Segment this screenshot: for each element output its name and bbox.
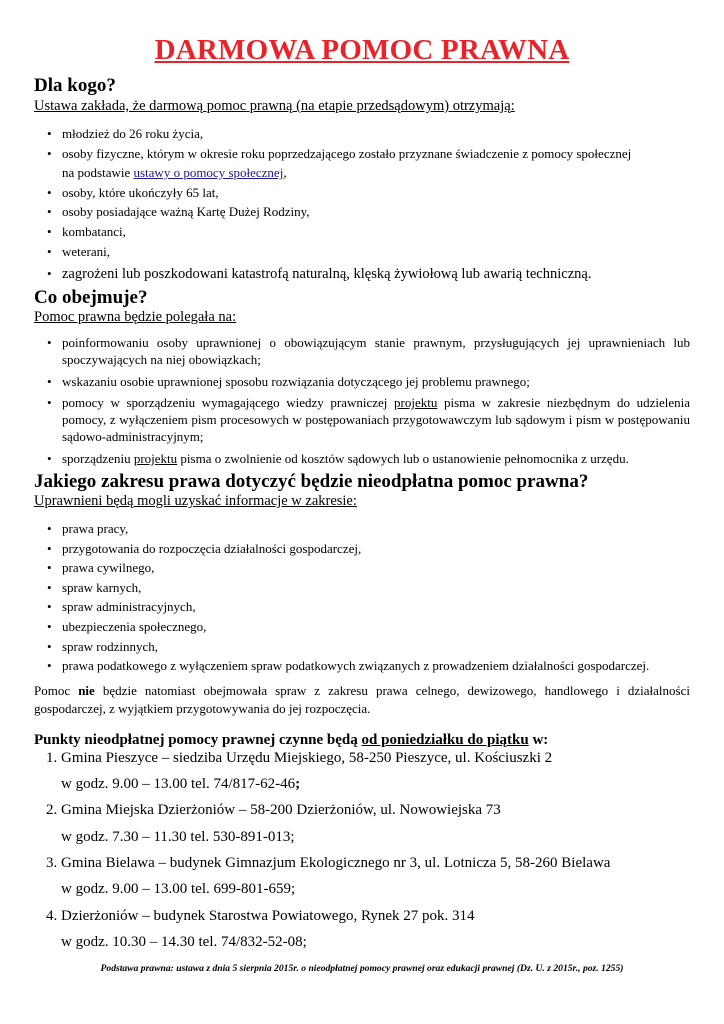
section-heading-scope: Co obejmuje? — [34, 287, 148, 308]
point-2-hours: w godz. 7.30 – 11.30 tel. 530-891-013; — [61, 829, 295, 845]
exclusion-note: Pomoc nie będzie natomiast obejmowała spraw z zakresu prawa celnego, dewizowego, handlowego i działalności gospodarczej, z wyjątkiem przygotowywania do jej rozpoczęcia. — [34, 683, 690, 716]
list-item: • osoby, które ukończyły 65 lat, — [47, 183, 697, 203]
scope-list — [47, 334, 690, 471]
section-lead-who: Ustawa zakłada, że darmową pomoc prawną (na etapie przedsądowym) otrzymają: — [34, 98, 515, 114]
point-1-hours: w godz. 9.00 – 13.00 tel. 74/817-62-46; — [61, 776, 301, 792]
points-heading: Punkty nieodpłatnej pomocy prawnej czynne będą od poniedziałku do piątku w: — [34, 732, 549, 748]
list-item: • spraw administracyjnych, — [47, 597, 697, 617]
list-item: • kombatanci, — [47, 222, 697, 242]
point-4-address: 4. Dzierżoniów – budynek Starostwa Powiatowego, Rynek 27 pok. 314 — [46, 908, 475, 924]
section-heading-who: Dla kogo? — [34, 75, 116, 96]
list-item: • prawa pracy, — [47, 519, 697, 539]
list-item: • osoby posiadające ważną Kartę Dużej Rodziny, — [47, 202, 697, 222]
list-item: • sporządzeniu projektu pisma o zwolnienie od kosztów sądowych lub o ustanowienie pełnomocnika z urzędu. — [47, 450, 690, 467]
section-heading-range: Jakiego zakresu prawa dotyczyć będzie nieodpłatna pomoc prawna? — [34, 471, 589, 492]
list-item: • spraw karnych, — [47, 578, 697, 598]
point-4-hours: w godz. 10.30 – 14.30 tel. 74/832-52-08; — [61, 934, 307, 950]
list-item: • przygotowania do rozpoczęcia działalności gospodarczej, — [47, 539, 697, 559]
list-item: • wskazaniu osobie uprawnionej sposobu rozwiązania dotyczącego jej problemu prawnego; — [47, 373, 690, 390]
point-3-hours: w godz. 9.00 – 13.00 tel. 699-801-659; — [61, 881, 296, 897]
social-welfare-act-link[interactable]: ustawy o pomocy społecznej — [133, 165, 284, 181]
list-item: • zagrożeni lub poszkodowani katastrofą naturalną, klęską żywiołową lub awarią techniczną. — [47, 264, 697, 285]
list-item: • ubezpieczenia społecznego, — [47, 617, 697, 637]
eligibility-list — [47, 124, 697, 285]
list-item: • poinformowaniu osoby uprawnionej o obowiązującym stanie prawnym, przysługujących jej uprawnieniach lub spoczywających na niej obowiązkach; — [47, 334, 690, 369]
document-title: DARMOWA POMOC PRAWNA — [154, 34, 570, 66]
list-item: • prawa podatkowego z wyłączeniem spraw podatkowych związanych z prowadzeniem działalności gospodarczej. — [47, 656, 697, 676]
list-item: • pomocy w sporządzeniu wymagającego wiedzy prawniczej projektu pisma w zakresie niezbędnym do udzielenia pomocy, z wyłączeniem pism procesowych w postępowaniach przygotowawczym lub sądowym i pism w postępowaniu sądowo-administracyjnym; — [47, 394, 690, 446]
list-item: • młodzież do 26 roku życia, — [47, 124, 697, 144]
list-item: • weterani, — [47, 242, 697, 262]
list-item: • spraw rodzinnych, — [47, 637, 697, 657]
point-2-address: 2. Gmina Miejska Dzierżoniów – 58-200 Dzierżoniów, ul. Nowowiejska 73 — [46, 802, 501, 818]
list-item: • osoby fizyczne, którym w okresie roku poprzedzającego zostało przyznane świadczenie z pomocy społecznej na podstawie ustawy o pomocy społecznej, — [47, 144, 697, 183]
list-item: • prawa cywilnego, — [47, 558, 697, 578]
point-1-address: 1. Gmina Pieszyce – siedziba Urzędu Miejskiego, 58-250 Pieszyce, ul. Kościuszki 2 — [46, 750, 553, 766]
point-3-address: 3. Gmina Bielawa – budynek Gimnazjum Ekologicznego nr 3, ul. Lotnicza 5, 58-260 Bielawa — [46, 855, 611, 871]
law-areas-list — [47, 519, 697, 676]
section-lead-scope: Pomoc prawna będzie polegała na: — [34, 309, 237, 325]
legal-basis-footer: Podstawa prawna: ustawa z dnia 5 sierpnia 2015r. o nieodpłatnej pomocy prawnej oraz edukacji prawnej (Dz. U. z 2015r., poz. 1255) — [100, 963, 624, 974]
section-lead-range: Uprawnieni będą mogli uzyskać informacje w zakresie: — [34, 493, 357, 509]
